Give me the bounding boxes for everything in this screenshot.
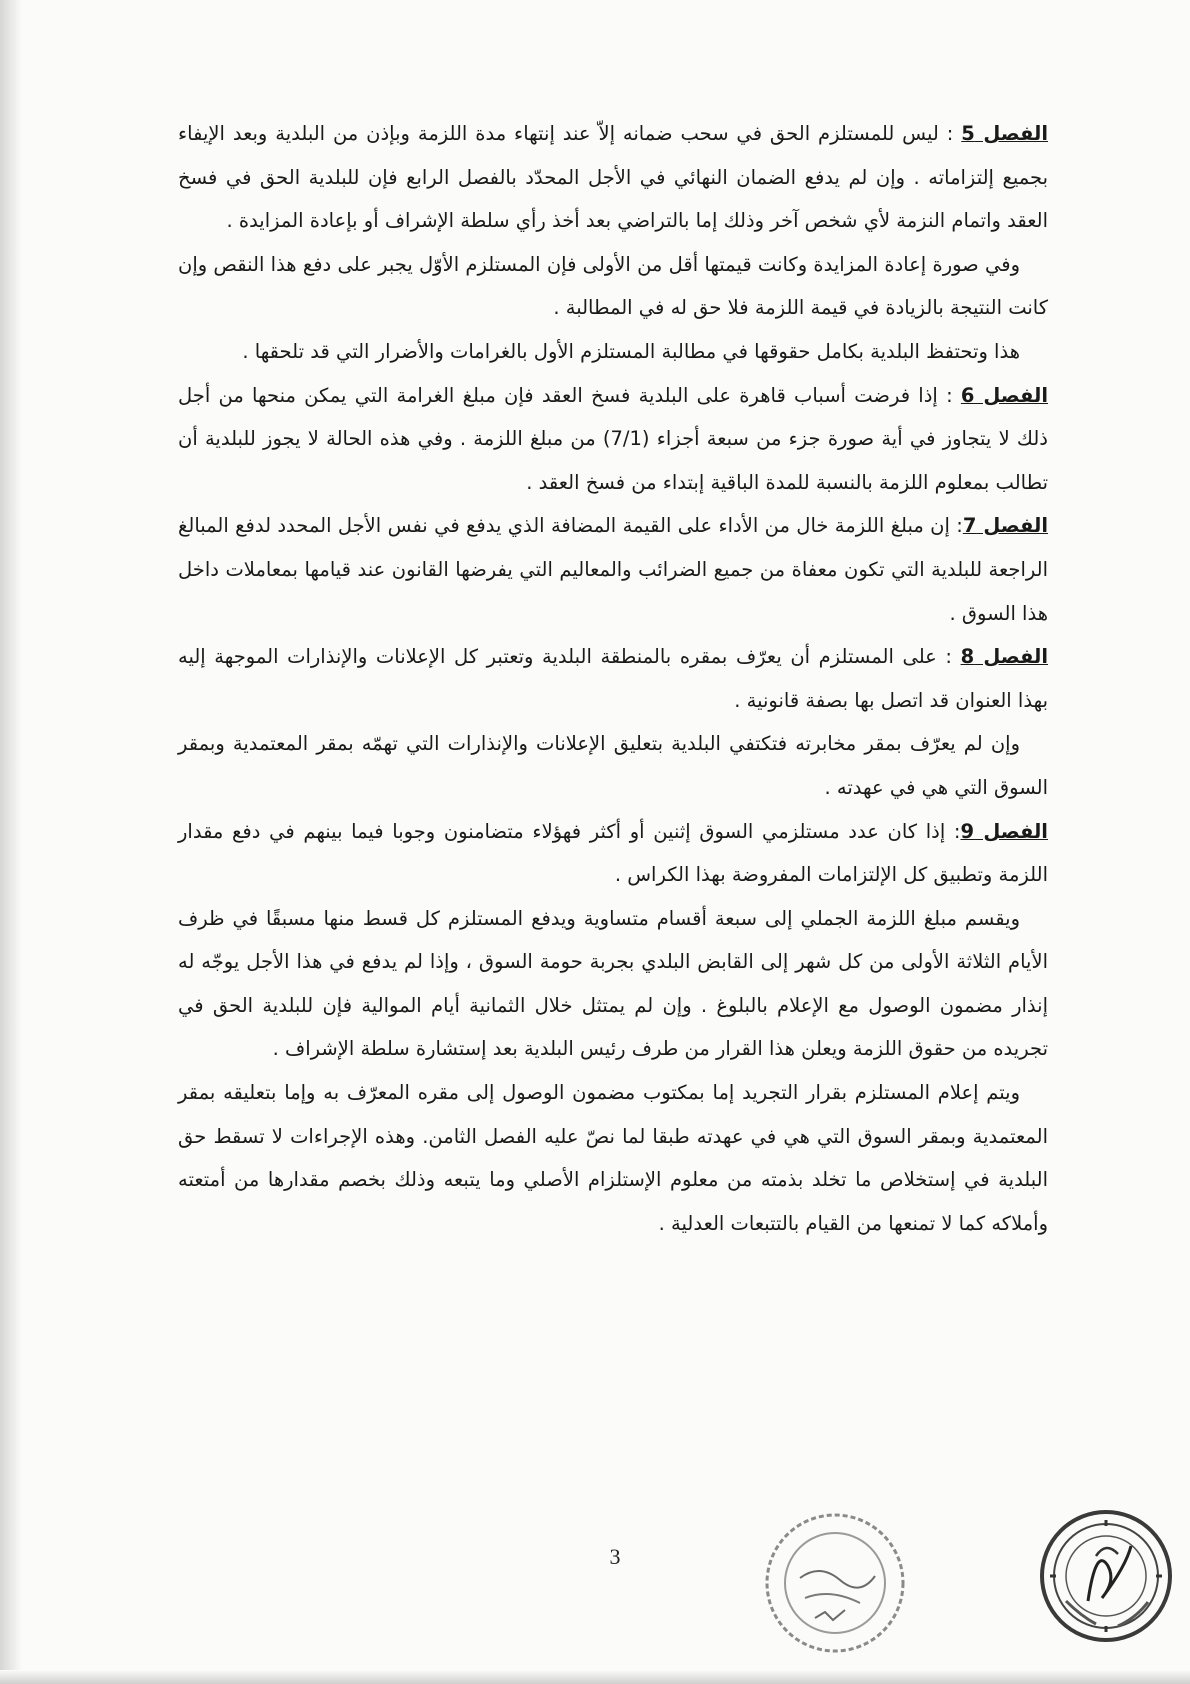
paragraph: وفي صورة إعادة المزايدة وكانت قيمتها أقل من الأولى فإن المستلزم الأوّل يجبر على دفع هذا النقص وإن كانت النتيجة بالزيادة في قيمة اللزمة فلا حق له في المطالبة .	[178, 252, 1048, 320]
scan-edge-shadow	[0, 0, 22, 1684]
paragraph-article-7	[178, 504, 1048, 635]
article-label: الفصل 6	[960, 383, 1048, 407]
article-label: الفصل 5	[961, 122, 1049, 145]
paragraph-article-6	[178, 374, 1048, 505]
article-label: الفصل 9	[960, 819, 1048, 843]
official-stamp-center	[760, 1508, 910, 1662]
scan-bottom-shadow	[0, 1670, 1190, 1684]
paragraph: ويقسم مبلغ اللزمة الجملي إلى سبعة أقسام متساوية ويدفع المستلزم كل قسط منها مسبقًا في ظرف الأيام الثلاثة الأولى من كل شهر إلى القابض البلدي بجربة حومة السوق ، وإذا لم يدفع في هذا الأجل يوجّه له إنذار مضمون الوصول مع الإعلام بالبلوغ . وإن لم يمتثل خلال الثمانية أيام الموالية فإن للبلدية الحق في تجريده من حقوق اللزمة ويعلن هذا القرار من طرف رئيس البلدية بعد إستشارة سلطة الإشراف .	[178, 906, 1048, 1061]
paragraph-article-8	[178, 635, 1048, 722]
official-stamp-municipality	[1036, 1506, 1176, 1650]
paragraph-text: : ليس للمستلزم الحق في سحب ضمانه إلاّ عند إنتهاء مدة اللزمة وبإذن من البلدية وبعد الإيفاء بجميع إلتزاماته . وإن لم يدفع الضمان النهائي في الأجل المحدّد بالفصل الرابع فإن للبلدية الحق في فسخ العقد واتمام النزمة لأي شخص آخر وذلك إما بالتراضي بعد أخذ رأي سلطة الإشراف أو بإعادة المزايدة .	[178, 122, 1048, 233]
paragraph-text: : على المستلزم أن يعرّف بمقره بالمنطقة البلدية وتعتبر كل الإعلانات والإنذارات الموجهة إليه بهذا العنوان قد اتصل بها بصفة قانونية .	[178, 645, 1048, 712]
paragraph-text: : إذا كان عدد مستلزمي السوق إثنين أو أكثر فهؤلاء متضامنون وجوبا فيما بينهم في دفع مقدار اللزمة وتطبيق كل الإلتزامات المفروضة بهذا الكراس .	[178, 819, 1048, 887]
paragraph-article-5	[178, 112, 1048, 243]
document-body	[178, 112, 1048, 1245]
article-label: الفصل 7	[962, 514, 1048, 538]
paragraph-article-9	[178, 810, 1048, 897]
paragraph-text: : إذا فرضت أسباب قاهرة على البلدية فسخ العقد فإن مبلغ الغرامة التي يمكن منحها من أجل ذلك لا يتجاوز في أية صورة جزء من سبعة أجزاء (7/1) من مبلغ اللزمة . وفي هذه الحالة لا يجوز للبلدية أن تطالب بمعلوم اللزمة بالنسبة للمدة الباقية إبتداء من فسخ العقد .	[178, 383, 1048, 494]
article-label: الفصل 8	[960, 645, 1048, 669]
paragraph: هذا وتحتفظ البلدية بكامل حقوقها في مطالبة المستلزم الأول بالغرامات والأضرار التي قد تلحقها .	[242, 339, 1020, 363]
page-number: 3	[609, 1544, 621, 1569]
paragraph: وإن لم يعرّف بمقر مخابرته فتكتفي البلدية بتعليق الإعلانات والإنذارات التي تهمّه بمقر المعتمدية وبمقر السوق التي هي في عهدته .	[178, 732, 1048, 799]
paragraph-text: : إن مبلغ اللزمة خال من الأداء على القيمة المضافة الذي يدفع في نفس الأجل المحدد لدفع المبالغ الراجعة للبلدية التي تكون معفاة من جميع الضرائب والمعاليم التي يفرضها القانون عند قيامها بمعاملات داخل هذا السوق .	[178, 514, 1048, 625]
paragraph: ويتم إعلام المستلزم بقرار التجريد إما بمكتوب مضمون الوصول إلى مقره المعرّف به وإما بتعليقه بمقر المعتمدية وبمقر السوق التي هي في عهدته طبقا لما نصّ عليه الفصل الثامن. وهذه الإجراءات لا تسقط حق البلدية في إستخلاص ما تخلد بذمته من معلوم الإستلزام الأصلي وما يتبعه وذلك بخصم مقدارها من أمتعته وأملاكه كما لا تمنعها من القيام بالتتبعات العدلية .	[178, 1081, 1048, 1235]
